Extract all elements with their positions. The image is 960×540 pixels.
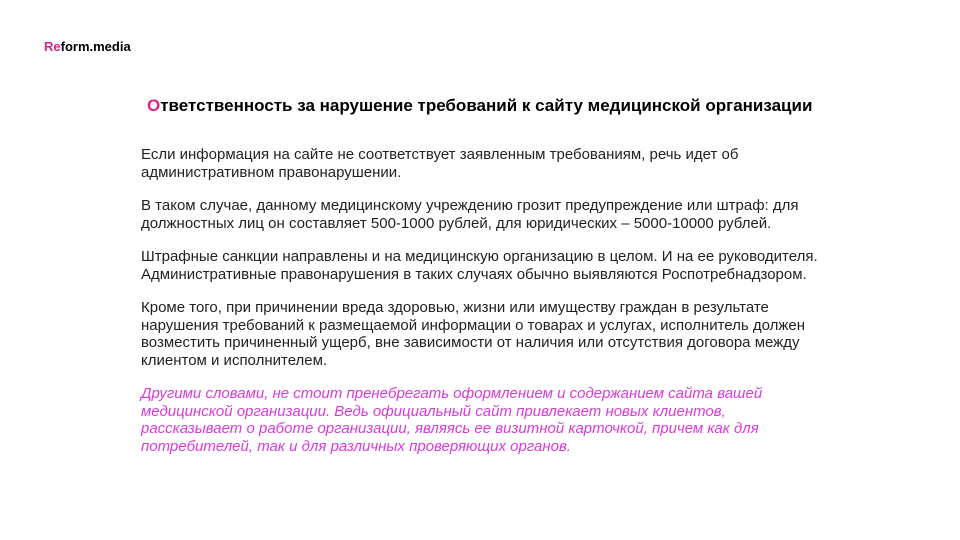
paragraph-4: Кроме того, при причинении вреда здоровью, жизни или имуществу граждан в результате нарушения требований к размещаемой информации о товарах и услугах, исполнитель должен возместить причиненный ущерб, вне зависимости от наличия или отсутствия договора между клиентом и исполнителем. [141, 299, 806, 369]
logo-accent: Re [44, 39, 61, 54]
title-text: тветственность за нарушение требований к сайту медицинской организации [160, 96, 813, 115]
page-title [147, 96, 927, 116]
brand-logo [44, 39, 131, 54]
body-text [141, 146, 831, 471]
paragraph-1: Если информация на сайте не соответствует заявленным требованиям, речь идет об административном правонарушении. [141, 146, 739, 181]
paragraph-3: Штрафные санкции направлены и на медицинскую организацию в целом. И на ее руководителя. Административные правонарушения в таких случаях обычно выявляются Роспотребнадзором. [141, 248, 818, 283]
title-first-letter: О [147, 96, 161, 115]
paragraph-2: В таком случае, данному медицинскому учреждению грозит предупреждение или штраф: для должностных лиц он составляет 500-1000 рублей, для юридических – 5000-10000 рублей. [141, 197, 799, 232]
conclusion-paragraph: Другими словами, не стоит пренебрегать оформлением и содержанием сайта вашей медицинской организации. Ведь официальный сайт привлекает новых клиентов, рассказывает о работе организации, являясь ее визитной карточкой, причем как для потребителей, так и для различных проверяющих органов. [141, 385, 763, 455]
logo-text: form.media [60, 39, 131, 54]
